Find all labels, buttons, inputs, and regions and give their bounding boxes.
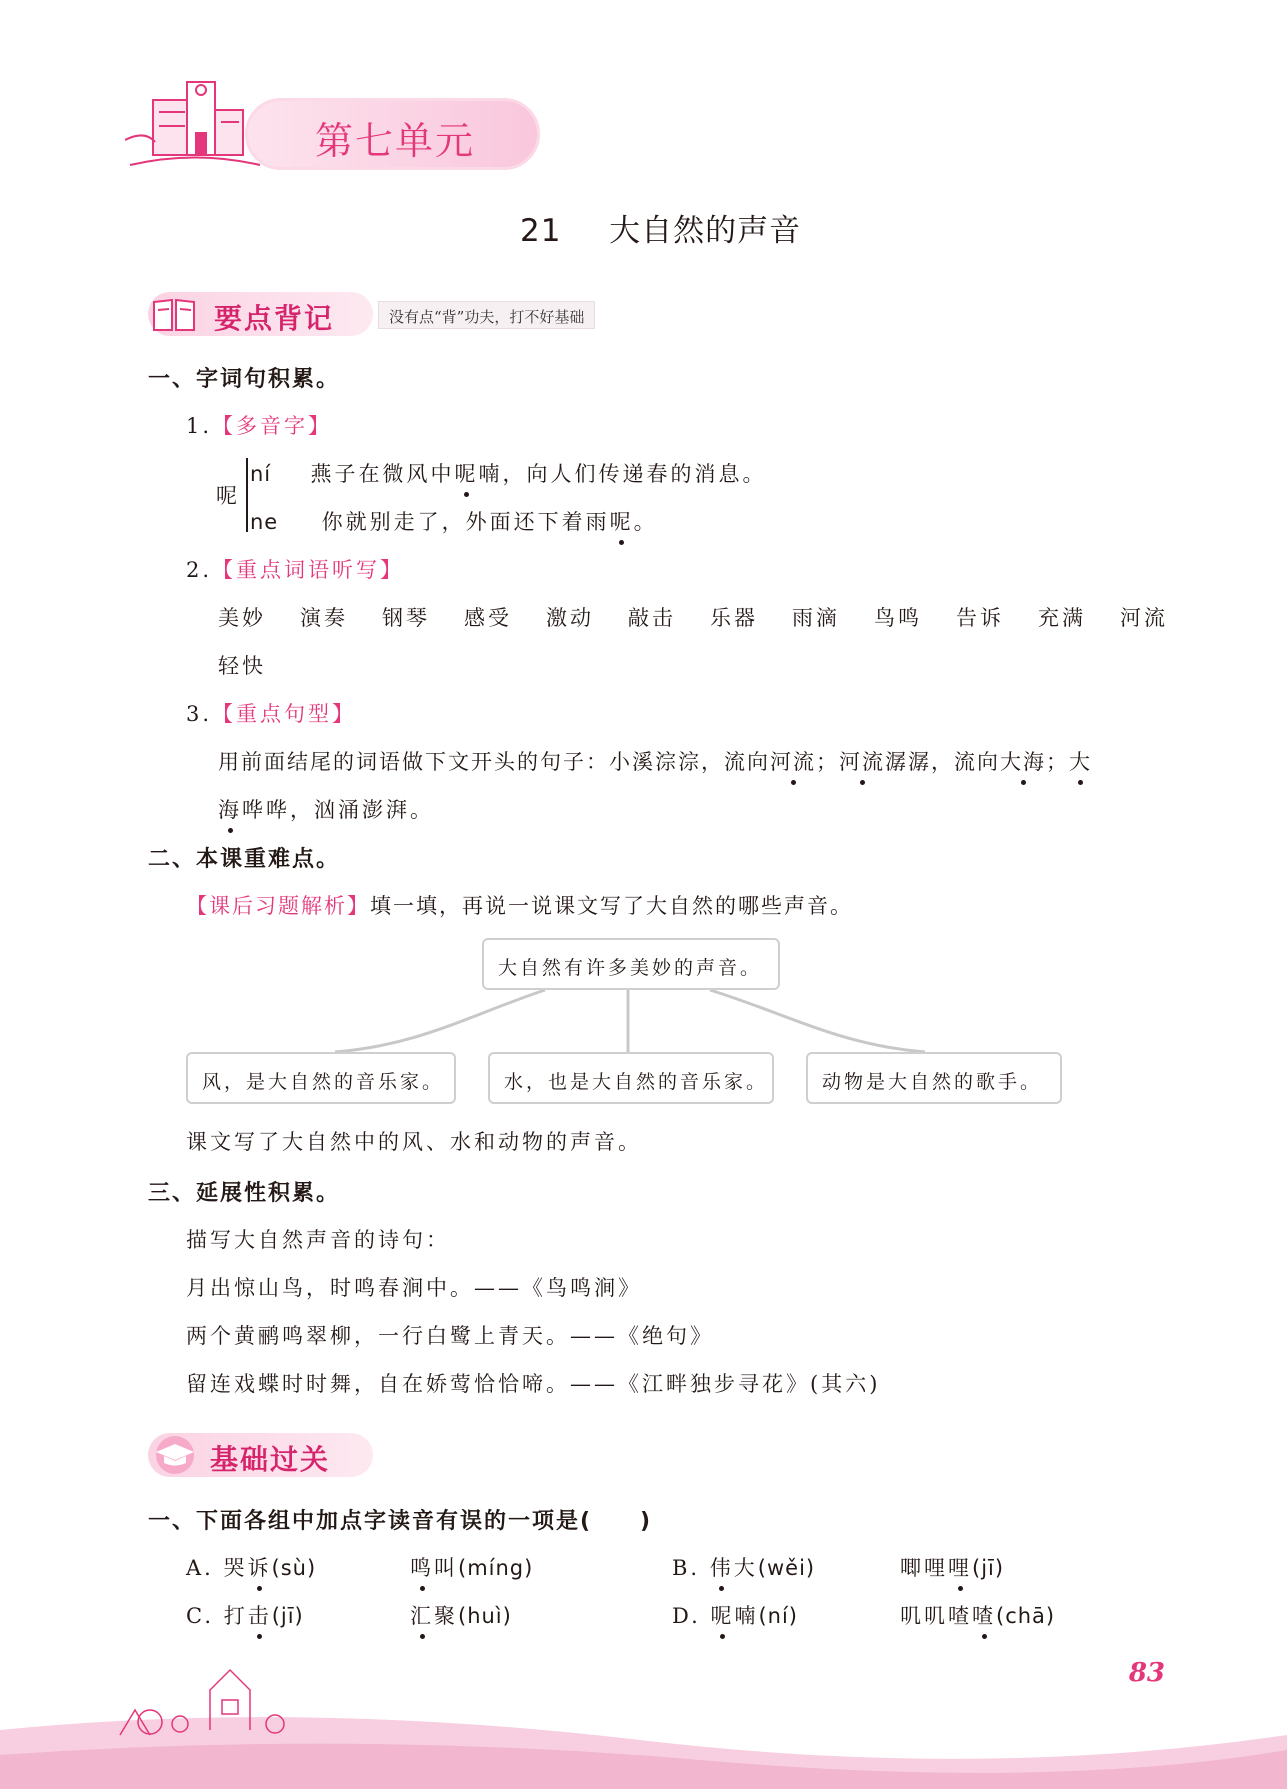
option-text: 哭 xyxy=(223,1556,248,1580)
lesson-number: 21 xyxy=(520,213,562,249)
pattern-text: 哗哗，汹涌澎湃。 xyxy=(242,798,434,822)
option-dotted: 汇 xyxy=(410,1600,434,1630)
reading-1-text-b: 喃，向人们传递春的消息。 xyxy=(478,462,767,486)
vocab-word: 河流 xyxy=(1120,606,1168,630)
vocab-word: 激动 xyxy=(546,606,594,630)
option-d-word2 xyxy=(900,1600,1055,1630)
option-pinyin: (sù) xyxy=(271,1556,317,1580)
section-title-memo: 要点背记 xyxy=(214,302,335,335)
option-dotted: 鸣 xyxy=(410,1552,434,1582)
option-letter: A. xyxy=(186,1556,214,1580)
option-text: 打 xyxy=(223,1604,248,1628)
poem-line: 留连戏蝶时时舞，自在娇莺恰恰啼。——《江畔独步寻花》(其六) xyxy=(186,1372,881,1396)
part2-heading: 二、本课重难点。 xyxy=(148,847,341,872)
poem-line: 两个黄鹂鸣翠柳，一行白鹭上青天。——《绝句》 xyxy=(186,1324,714,1348)
vocab-word: 鸟鸣 xyxy=(874,606,922,630)
reading-1-dotted: 呢 xyxy=(455,458,479,488)
item3-bracket: 【重点句型】 xyxy=(212,702,357,726)
question1-stem: 一、下面各组中加点字读音有误的一项是( ) xyxy=(148,1509,653,1534)
option-pinyin: (chā) xyxy=(996,1604,1056,1628)
vocab-word: 充满 xyxy=(1038,606,1086,630)
vocab-word: 敲击 xyxy=(628,606,676,630)
option-pinyin: (ní) xyxy=(758,1604,798,1628)
option-pinyin: (jī) xyxy=(271,1604,304,1628)
section-title-basic: 基础过关 xyxy=(210,1443,331,1476)
option-b-word2 xyxy=(900,1552,1004,1582)
option-pinyin: (míng) xyxy=(458,1556,534,1580)
item1-label: 1. xyxy=(186,414,213,438)
option-text: 聚 xyxy=(434,1604,458,1628)
option-text: 叫 xyxy=(434,1556,458,1580)
pattern-dotted: 海 xyxy=(218,794,242,824)
option-pinyin: (huì) xyxy=(458,1604,512,1628)
lesson-name: 大自然的声音 xyxy=(609,213,802,249)
option-a-word2 xyxy=(410,1552,533,1582)
reading-1-pinyin: ní xyxy=(250,462,272,486)
reading-1-text-a: 燕子在微风中 xyxy=(310,462,455,486)
part2-bracket: 【课后习题解析】 xyxy=(186,894,370,918)
pattern-text: 潺潺，流向 xyxy=(885,750,1000,774)
part3-heading: 三、延展性积累。 xyxy=(148,1181,341,1206)
option-letter: D. xyxy=(672,1604,701,1628)
option-pinyin: (wěi) xyxy=(757,1556,816,1580)
reading-2-text-b: 。 xyxy=(633,510,658,534)
pattern-dotted: 河流 xyxy=(770,746,816,776)
vocab-word: 美妙 xyxy=(218,606,266,630)
diagram-top-box: 大自然有许多美妙的声音。 xyxy=(482,938,780,990)
diagram-box-water: 水，也是大自然的音乐家。 xyxy=(488,1052,774,1104)
section-tagline: 没有点“背”功夫，打不好基础 xyxy=(378,301,595,329)
pattern-dotted: 大海 xyxy=(1000,746,1046,776)
reading-2-pinyin: ne xyxy=(250,510,279,534)
option-dotted: 喳 xyxy=(972,1600,996,1630)
option-text: 叽叽喳 xyxy=(900,1604,972,1628)
connector-right xyxy=(710,990,925,1052)
pattern-text: ； xyxy=(816,750,839,774)
item2-label: 2. xyxy=(186,558,213,582)
option-letter: B. xyxy=(672,1556,701,1580)
part1-heading: 一、字词句积累。 xyxy=(148,367,341,392)
part2-summary: 课文写了大自然中的风、水和动物的声音。 xyxy=(186,1130,642,1154)
option-letter: C. xyxy=(186,1604,214,1628)
section-header-basic xyxy=(148,1433,378,1477)
option-text: 唧哩 xyxy=(900,1556,948,1580)
option-dotted: 哩 xyxy=(948,1552,972,1582)
option-c-word2 xyxy=(410,1600,512,1630)
item1-bracket: 【多音字】 xyxy=(212,414,333,438)
part3-intro: 描写大自然声音的诗句： xyxy=(186,1228,450,1252)
diagram-box-wind: 风，是大自然的音乐家。 xyxy=(186,1052,456,1104)
polyphone-char: 呢 xyxy=(216,484,240,508)
vocab-word: 钢琴 xyxy=(382,606,430,630)
vocab-word: 轻快 xyxy=(218,654,266,678)
pattern-dotted: 河流 xyxy=(839,746,885,776)
unit-title: 第七单元 xyxy=(315,119,476,163)
poem-line: 月出惊山鸟，时鸣春涧中。——《鸟鸣涧》 xyxy=(186,1276,642,1300)
option-dotted: 诉 xyxy=(248,1552,272,1582)
option-dotted: 击 xyxy=(248,1600,272,1630)
pattern-text: ； xyxy=(1046,750,1069,774)
option-dotted: 呢 xyxy=(710,1600,734,1630)
page-number: 83 xyxy=(1128,1658,1165,1688)
option-c[interactable] xyxy=(186,1600,304,1630)
footer-decoration xyxy=(0,1650,1287,1789)
pattern-text: 用前面结尾的词语做下文开头的句子：小溪淙淙，流向 xyxy=(218,750,770,774)
vocab-word: 雨滴 xyxy=(792,606,840,630)
graduation-cap-icon xyxy=(150,1435,200,1475)
option-dotted: 伟 xyxy=(710,1552,734,1582)
connector-left xyxy=(335,990,545,1052)
option-pinyin: (jī) xyxy=(972,1556,1005,1580)
reading-2-text-a: 你就别走了，外面还下着雨 xyxy=(321,510,610,534)
vocab-word: 乐器 xyxy=(710,606,758,630)
pattern-dotted: 大 xyxy=(1069,746,1092,776)
reading-2-dotted: 呢 xyxy=(610,506,634,536)
option-b[interactable] xyxy=(672,1552,815,1582)
option-text: 大 xyxy=(733,1556,758,1580)
diagram-box-animals: 动物是大自然的歌手。 xyxy=(806,1052,1062,1104)
vocab-word: 感受 xyxy=(464,606,512,630)
option-a[interactable] xyxy=(186,1552,316,1582)
vocab-word: 告诉 xyxy=(956,606,1004,630)
item2-bracket: 【重点词语听写】 xyxy=(212,558,405,582)
item3-label: 3. xyxy=(186,702,213,726)
option-text: 喃 xyxy=(734,1604,759,1628)
option-d[interactable] xyxy=(672,1600,798,1630)
part2-instruction-text: 填一填，再说一说课文写了大自然的哪些声音。 xyxy=(370,894,853,918)
vocab-word: 演奏 xyxy=(300,606,348,630)
